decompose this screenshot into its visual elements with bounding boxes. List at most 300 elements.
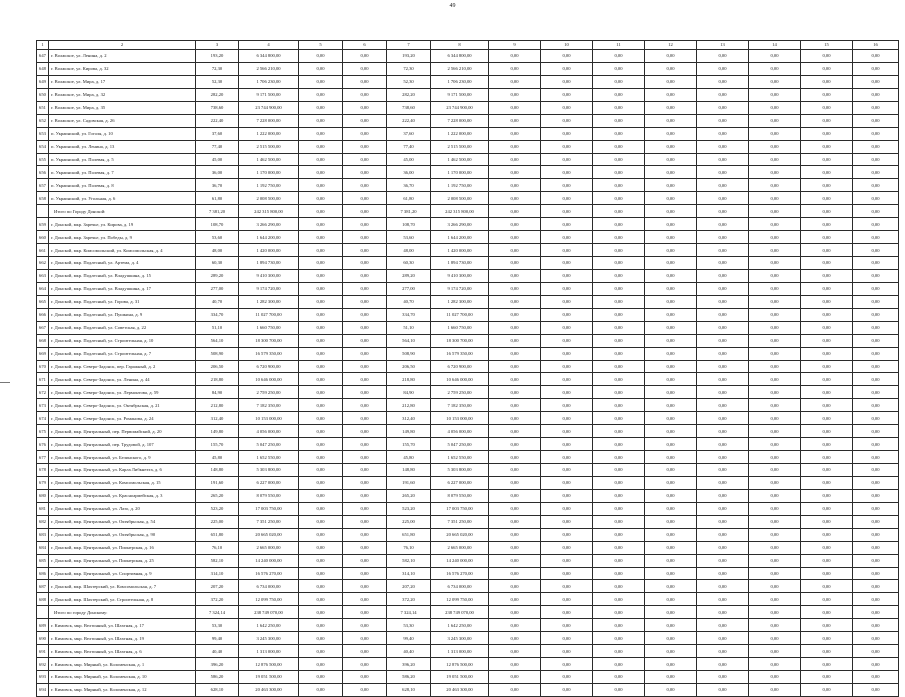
value-cell: 0,00 [853,295,899,308]
table-row [37,567,899,580]
value-cell: 0,00 [489,231,541,244]
value-cell: 0,00 [749,658,801,671]
value-cell: 0,00 [853,489,899,502]
value-cell: 0,00 [593,399,645,412]
address-cell: г. Донской, мкр. Северо-Задонск, ул. Октябрьская, д. 21 [49,399,196,412]
value-cell: 0,00 [489,438,541,451]
row-number-cell [37,606,49,619]
value-cell: 1 644 200,00 [431,231,489,244]
value-cell: 0,00 [343,114,387,127]
value-cell: 0,00 [541,101,593,114]
value-cell: 0,00 [749,179,801,192]
value-cell: 0,00 [299,593,343,606]
value-cell: 0,00 [343,50,387,63]
value-cell: 523,20 [196,502,239,515]
value-cell: 372,20 [196,593,239,606]
value-cell: 0,00 [541,528,593,541]
value-cell: 0,00 [593,75,645,88]
value-cell: 0,00 [801,438,853,451]
value-cell: 0,00 [489,580,541,593]
value-cell: 0,00 [489,541,541,554]
value-cell: 5 303 800,00 [431,464,489,477]
value-cell: 0,00 [489,671,541,684]
value-cell: 0,00 [853,528,899,541]
row-number-cell: 680 [37,489,49,502]
address-cell: г. Кимовск, мкр. Мирный, ул. Коломенская, д. 10 [49,671,196,684]
value-cell: 2 665 000,00 [431,541,489,554]
row-number-cell: 650 [37,88,49,101]
value-cell: 0,00 [489,399,541,412]
value-cell: 1 313 000,00 [431,645,489,658]
table-row [37,425,899,438]
row-number-cell: 674 [37,412,49,425]
value-cell: 0,00 [853,269,899,282]
value-cell: 0,00 [697,632,749,645]
value-cell: 1 894 730,00 [431,257,489,270]
value-cell: 738,60 [196,101,239,114]
value-cell: 0,00 [801,386,853,399]
value-cell: 0,00 [593,502,645,515]
value-cell: 0,00 [299,257,343,270]
value-cell: 0,00 [489,632,541,645]
value-cell: 523,20 [387,502,431,515]
value-cell: 0,00 [541,399,593,412]
value-cell: 0,00 [541,334,593,347]
scan-mark [0,382,10,383]
value-cell: 0,00 [853,127,899,140]
value-cell: 0,00 [593,153,645,166]
address-cell: г. Волжское, ул. Мира, д. 35 [49,101,196,114]
value-cell: 99,40 [196,632,239,645]
value-cell: 6 227 000,00 [239,476,299,489]
address-cell: г. Донской, мкр. Подлесный, ул. Строительная, д. 10 [49,334,196,347]
value-cell: 334,70 [387,308,431,321]
value-cell: 0,00 [801,218,853,231]
value-cell: 0,00 [801,606,853,619]
value-cell: 0,00 [593,231,645,244]
value-cell: 0,00 [749,295,801,308]
value-cell: 0,00 [645,541,697,554]
value-cell: 222,40 [387,114,431,127]
value-cell: 372,20 [387,593,431,606]
value-cell: 0,00 [299,671,343,684]
column-number-header: 14 [749,41,801,50]
value-cell: 0,00 [343,88,387,101]
value-cell: 40,40 [196,645,239,658]
value-cell: 0,00 [541,476,593,489]
row-number-cell: 663 [37,269,49,282]
value-cell: 0,00 [697,489,749,502]
address-cell: г. Донской, мкр. Подлесный, ул. Пушкина, д. 9 [49,308,196,321]
value-cell: 0,00 [541,231,593,244]
value-cell: 0,00 [645,218,697,231]
value-cell: 0,00 [593,244,645,257]
value-cell: 0,00 [749,683,801,696]
value-cell: 0,00 [593,451,645,464]
row-number-cell: 678 [37,464,49,477]
value-cell: 0,00 [593,515,645,528]
value-cell: 0,00 [749,101,801,114]
address-cell: г. Донской, мкр. Центральный, ул. Комсомольская, д. 15 [49,476,196,489]
value-cell: 4 056 000,00 [239,425,299,438]
value-cell: 11 027 700,00 [431,308,489,321]
table-row [37,515,899,528]
value-cell: 36,00 [387,166,431,179]
row-number-cell: 656 [37,166,49,179]
value-cell: 0,00 [853,282,899,295]
register-table [36,40,899,697]
value-cell: 0,00 [749,438,801,451]
value-cell: 23 744 900,00 [431,101,489,114]
value-cell: 265,20 [387,489,431,502]
value-cell: 0,00 [541,50,593,63]
value-cell: 0,00 [697,205,749,218]
value-cell: 0,00 [343,658,387,671]
value-cell: 0,00 [853,619,899,632]
row-number-cell: 653 [37,127,49,140]
value-cell: 0,00 [801,373,853,386]
value-cell: 0,00 [749,192,801,205]
value-cell: 207,20 [196,580,239,593]
value-cell: 265,20 [196,489,239,502]
value-cell: 0,00 [645,580,697,593]
value-cell: 0,00 [853,386,899,399]
row-number-cell: 681 [37,502,49,515]
value-cell: 0,00 [343,632,387,645]
value-cell: 51,10 [387,321,431,334]
value-cell: 651,80 [196,528,239,541]
value-cell: 1 660 750,00 [239,321,299,334]
value-cell: 0,00 [343,528,387,541]
value-cell: 0,00 [645,476,697,489]
value-cell: 212,80 [196,399,239,412]
table-row [37,619,899,632]
value-cell: 0,00 [853,218,899,231]
value-cell: 0,00 [645,464,697,477]
value-cell: 191,60 [196,476,239,489]
value-cell: 0,00 [343,192,387,205]
value-cell: 0,00 [801,114,853,127]
row-number-cell: 654 [37,140,49,153]
address-cell: г. Донской, мкр. Центральный, ул. Пионерская, д. 16 [49,541,196,554]
row-number-cell: 676 [37,438,49,451]
value-cell: 0,00 [645,683,697,696]
value-cell: 0,00 [343,295,387,308]
value-cell: 207,20 [387,580,431,593]
value-cell: 0,00 [541,412,593,425]
value-cell: 0,00 [343,140,387,153]
value-cell: 0,00 [593,541,645,554]
value-cell: 0,00 [299,192,343,205]
value-cell: 0,00 [299,489,343,502]
row-number-cell: 691 [37,645,49,658]
address-cell: г. Донской, мкр. Подлесный, ул. Строительная, д. 7 [49,347,196,360]
value-cell: 628,10 [387,683,431,696]
value-cell: 0,00 [801,321,853,334]
address-cell: г. Донской, мкр. Шахтерский, ул. Комсомольская, д. 7 [49,580,196,593]
value-cell: 0,00 [801,244,853,257]
value-cell: 0,00 [299,153,343,166]
column-number-header: 11 [593,41,645,50]
value-cell: 0,00 [801,308,853,321]
value-cell: 0,00 [299,50,343,63]
address-cell: г. Донской, мкр. Заречье, ул. Кирова, д. 19 [49,218,196,231]
value-cell: 0,00 [853,153,899,166]
value-cell: 36,70 [196,179,239,192]
value-cell: 0,00 [645,347,697,360]
value-cell: 0,00 [853,502,899,515]
table-row [37,476,899,489]
address-cell: г. Кимовск, мкр. Мирный, ул. Коломенская, д. 12 [49,683,196,696]
value-cell: 0,00 [489,619,541,632]
address-cell: г. Донской, мкр. Центральный, ул. Лазо, д. 20 [49,502,196,515]
value-cell: 20 463 300,00 [431,683,489,696]
value-cell: 0,00 [299,502,343,515]
value-cell: 84,90 [387,386,431,399]
address-cell: г. Волжское, ул. Кирова, д. 32 [49,62,196,75]
value-cell: 0,00 [593,101,645,114]
address-cell: Итого по Городу Донской: [49,205,196,218]
value-cell: 0,00 [697,75,749,88]
value-cell: 0,00 [299,683,343,696]
value-cell: 0,00 [645,425,697,438]
value-cell: 0,00 [645,606,697,619]
table-row [37,231,899,244]
value-cell: 0,00 [541,593,593,606]
value-cell: 0,00 [541,321,593,334]
value-cell: 0,00 [697,438,749,451]
value-cell: 0,00 [299,658,343,671]
row-number-cell: 666 [37,308,49,321]
table-row [37,593,899,606]
value-cell: 0,00 [645,334,697,347]
value-cell: 155,70 [196,438,239,451]
value-cell: 6 344 800,00 [239,50,299,63]
row-number-cell: 675 [37,425,49,438]
value-cell: 0,00 [299,166,343,179]
address-cell: г. Донской, мкр. Центральный, ул. Пионерская, д. 25 [49,554,196,567]
value-cell: 0,00 [343,515,387,528]
value-cell: 0,00 [749,489,801,502]
value-cell: 0,00 [697,554,749,567]
value-cell: 0,00 [749,360,801,373]
value-cell: 0,00 [489,528,541,541]
row-number-cell: 651 [37,101,49,114]
value-cell: 0,00 [299,101,343,114]
value-cell: 0,00 [645,205,697,218]
value-cell: 0,00 [299,231,343,244]
row-number-cell: 672 [37,386,49,399]
value-cell: 0,00 [489,593,541,606]
value-cell: 0,00 [299,334,343,347]
value-cell: 0,00 [645,593,697,606]
value-cell: 8 079 550,00 [239,489,299,502]
value-cell: 0,00 [299,425,343,438]
column-number-header: 1 [37,41,49,50]
value-cell: 0,00 [749,515,801,528]
value-cell: 0,00 [749,62,801,75]
value-cell: 148,80 [196,464,239,477]
value-cell: 0,00 [541,502,593,515]
value-cell: 0,00 [541,140,593,153]
value-cell: 0,00 [299,541,343,554]
value-cell: 0,00 [749,153,801,166]
value-cell: 582,10 [196,554,239,567]
value-cell: 0,00 [541,515,593,528]
value-cell: 20 665 020,00 [431,528,489,541]
value-cell: 12 099 750,00 [431,593,489,606]
value-cell: 0,00 [299,244,343,257]
value-cell: 0,00 [593,658,645,671]
value-cell: 1 706 230,00 [239,75,299,88]
value-cell: 0,00 [697,114,749,127]
value-cell: 0,00 [343,218,387,231]
value-cell: 19 051 500,00 [239,671,299,684]
value-cell: 0,00 [697,192,749,205]
value-cell: 0,00 [801,528,853,541]
value-cell: 0,00 [299,75,343,88]
value-cell: 0,00 [343,166,387,179]
row-number-cell: 677 [37,451,49,464]
subtotal-row [37,606,899,619]
value-cell: 0,00 [343,153,387,166]
value-cell: 0,00 [299,580,343,593]
value-cell: 0,00 [853,476,899,489]
value-cell: 1 652 550,00 [239,451,299,464]
value-cell: 20 463 300,00 [239,683,299,696]
address-cell: г. Волжское, ул. Мира, д. 32 [49,88,196,101]
value-cell: 0,00 [489,114,541,127]
value-cell: 0,00 [801,580,853,593]
value-cell: 191,60 [387,476,431,489]
value-cell: 0,00 [697,671,749,684]
value-cell: 0,00 [593,386,645,399]
value-cell: 0,00 [853,75,899,88]
row-number-cell: 682 [37,515,49,528]
value-cell: 7 228 000,00 [431,114,489,127]
value-cell: 0,00 [801,451,853,464]
value-cell: 0,00 [593,308,645,321]
table-row [37,489,899,502]
value-cell: 2 566 210,00 [431,62,489,75]
value-cell: 0,00 [593,671,645,684]
value-cell: 0,00 [593,567,645,580]
value-cell: 0,00 [343,282,387,295]
value-cell: 45,00 [196,153,239,166]
value-cell: 0,00 [697,321,749,334]
value-cell: 206,50 [196,360,239,373]
value-cell: 0,00 [697,451,749,464]
value-cell: 7 351 250,00 [239,515,299,528]
value-cell: 12 876 500,00 [431,658,489,671]
table-row [37,192,899,205]
table-row [37,541,899,554]
table-row [37,658,899,671]
value-cell: 0,00 [541,269,593,282]
column-number-header: 15 [801,41,853,50]
column-number-header: 8 [431,41,489,50]
value-cell: 0,00 [801,541,853,554]
value-cell: 0,00 [489,658,541,671]
table-row [37,140,899,153]
value-cell: 0,00 [853,244,899,257]
row-number-cell: 683 [37,528,49,541]
row-number-cell [37,205,49,218]
value-cell: 53,30 [196,619,239,632]
value-cell: 6 720 900,00 [431,360,489,373]
value-cell: 0,00 [541,179,593,192]
value-cell: 0,00 [749,632,801,645]
value-cell: 0,00 [697,399,749,412]
value-cell: 242 315 800,00 [239,205,299,218]
value-cell: 0,00 [801,645,853,658]
value-cell: 9 410 300,00 [239,269,299,282]
value-cell: 0,00 [645,438,697,451]
value-cell: 0,00 [489,179,541,192]
value-cell: 0,00 [489,295,541,308]
value-cell: 0,00 [299,140,343,153]
row-number-cell: 670 [37,360,49,373]
value-cell: 17 003 750,00 [431,502,489,515]
value-cell: 0,00 [541,114,593,127]
value-cell: 0,00 [541,489,593,502]
value-cell: 0,00 [489,489,541,502]
value-cell: 0,00 [593,257,645,270]
value-cell: 0,00 [645,140,697,153]
value-cell: 53,60 [387,231,431,244]
value-cell: 1 462 500,00 [239,153,299,166]
value-cell: 10 153 000,00 [431,412,489,425]
value-cell: 0,00 [697,308,749,321]
address-cell: г. Донской, мкр. Центральный, ул. Октябрьская, д. 54 [49,515,196,528]
value-cell: 16 576 270,00 [431,567,489,580]
value-cell: 0,00 [489,683,541,696]
value-cell: 1 894 730,00 [239,257,299,270]
value-cell: 0,00 [299,218,343,231]
value-cell: 508,90 [196,347,239,360]
value-cell: 0,00 [343,321,387,334]
value-cell: 0,00 [853,88,899,101]
row-number-cell: 664 [37,282,49,295]
value-cell: 0,00 [749,580,801,593]
value-cell: 0,00 [299,347,343,360]
value-cell: 0,00 [801,282,853,295]
value-cell: 0,00 [801,464,853,477]
table-row [37,321,899,334]
value-cell: 0,00 [853,321,899,334]
value-cell: 9 171 500,00 [239,88,299,101]
value-cell: 0,00 [801,179,853,192]
value-cell: 0,00 [645,192,697,205]
table-row [37,244,899,257]
value-cell: 0,00 [489,62,541,75]
row-number-cell: 648 [37,62,49,75]
value-cell: 0,00 [541,75,593,88]
row-number-cell: 647 [37,50,49,63]
value-cell: 0,00 [541,295,593,308]
value-cell: 0,00 [489,88,541,101]
value-cell: 10 646 000,00 [239,373,299,386]
value-cell: 0,00 [697,360,749,373]
value-cell: 9 174 720,00 [239,282,299,295]
value-cell: 0,00 [801,671,853,684]
address-cell: п. Украинский, ул. Полевая, д. 5 [49,153,196,166]
value-cell: 0,00 [645,153,697,166]
value-cell: 0,00 [749,75,801,88]
row-number-cell: 655 [37,153,49,166]
table-row [37,114,899,127]
value-cell: 3 245 300,00 [239,632,299,645]
